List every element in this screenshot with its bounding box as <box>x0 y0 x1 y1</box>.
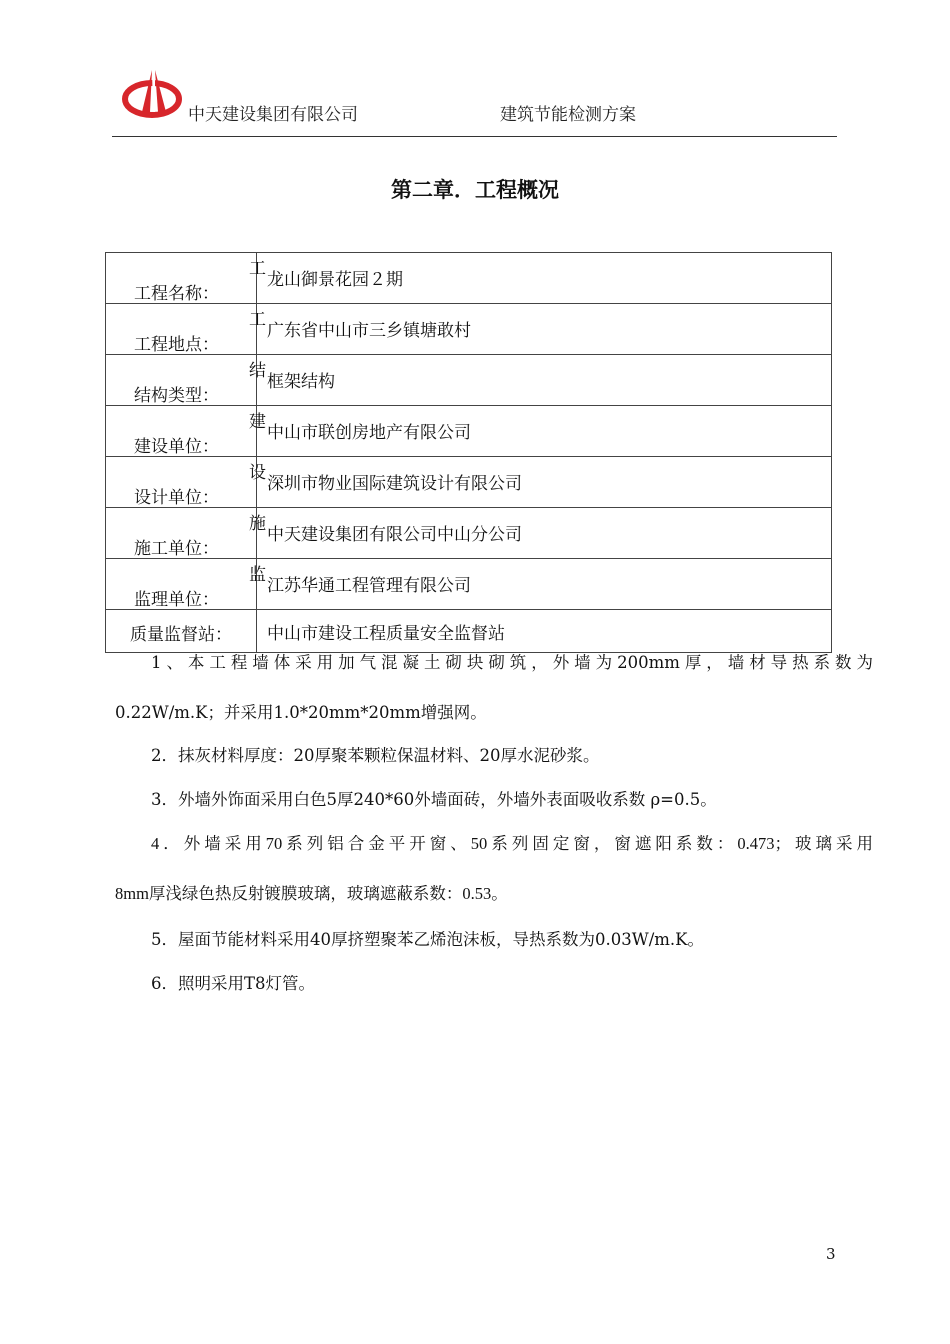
table-row <box>106 559 832 610</box>
paragraph-2: 2．抹灰材料厚度：20厚聚苯颗粒保温材料、20厚水泥砂浆。 <box>151 746 600 765</box>
label-cell <box>106 457 257 508</box>
label-cell <box>106 406 257 457</box>
table-row <box>106 406 832 457</box>
chapter-title: 第二章．工程概况 <box>391 178 559 202</box>
row-label: 质量监督站： <box>130 625 232 645</box>
row-label: 结构类型： <box>134 386 219 406</box>
stray-char: 工 <box>249 310 266 330</box>
table-row <box>106 355 832 406</box>
label-cell <box>106 304 257 355</box>
paragraph-4-line-2: 8mm厚浅绿色热反射镀膜玻璃，玻璃遮蔽系数：0.53。 <box>115 884 508 903</box>
stray-char: 监 <box>249 565 266 585</box>
row-value: 中山市建设工程质量安全监督站 <box>267 624 505 644</box>
row-label: 工程名称： <box>134 284 219 304</box>
row-value: 江苏华通工程管理有限公司 <box>267 576 471 596</box>
stray-char: 设 <box>249 463 266 483</box>
value-cell <box>249 406 832 457</box>
label-cell <box>106 253 257 304</box>
paragraph-1-line-2: 0.22W/m.K；并采用1.0*20mm*20mm增强网。 <box>115 703 487 722</box>
row-label: 监理单位： <box>134 590 219 610</box>
value-cell <box>249 355 832 406</box>
value-cell <box>249 559 832 610</box>
value-cell <box>249 304 832 355</box>
paragraph-4-line-1: 4．外墙采用70系列铝合金平开窗、50系列固定窗，窗遮阳系数：0.473；玻璃采用 <box>151 834 873 853</box>
stray-char: 建 <box>249 412 266 432</box>
page-number: 3 <box>826 1245 836 1263</box>
row-value: 深圳市物业国际建筑设计有限公司 <box>267 474 522 494</box>
company-name: 中天建设集团有限公司 <box>188 105 358 125</box>
table-row <box>106 304 832 355</box>
row-label: 设计单位： <box>134 488 219 508</box>
project-info-table <box>105 252 832 653</box>
paragraph-1-line-1: 1、本工程墙体采用加气混凝土砌块砌筑，外墙为200mm厚，墙材导热系数为 <box>151 653 873 672</box>
value-cell <box>249 508 832 559</box>
table-row <box>106 457 832 508</box>
row-label: 建设单位： <box>134 437 219 457</box>
document-title: 建筑节能检测方案 <box>500 105 636 125</box>
stray-char: 结 <box>249 361 266 381</box>
value-cell <box>249 253 832 304</box>
value-cell <box>249 457 832 508</box>
page-header <box>112 60 837 138</box>
label-cell <box>106 559 257 610</box>
table-row <box>106 253 832 304</box>
table-row <box>106 610 832 653</box>
paragraph-5: 5．屋面节能材料采用40厚挤塑聚苯乙烯泡沫板，导热系数为0.03W/m.K。 <box>151 930 704 949</box>
header-divider <box>112 136 837 137</box>
row-value: 广东省中山市三乡镇塘敢村 <box>267 321 471 341</box>
paragraph-3: 3．外墙外饰面采用白色5厚240*60外墙面砖，外墙外表面吸收系数 ρ=0.5。 <box>151 790 717 809</box>
label-cell <box>106 610 257 653</box>
row-label: 施工单位： <box>134 539 219 559</box>
label-cell <box>106 355 257 406</box>
stray-char: 施 <box>249 514 266 534</box>
row-value: 框架结构 <box>267 372 335 392</box>
table-row <box>106 508 832 559</box>
row-label: 工程地点： <box>134 335 219 355</box>
row-value: 中山市联创房地产有限公司 <box>267 423 471 443</box>
value-cell <box>257 610 832 653</box>
paragraph-6: 6．照明采用T8灯管。 <box>151 974 316 993</box>
company-logo-icon <box>122 66 186 120</box>
row-value: 中天建设集团有限公司中山分公司 <box>267 525 522 545</box>
label-cell <box>106 508 257 559</box>
stray-char: 工 <box>249 259 266 279</box>
row-value: 龙山御景花园２期 <box>267 270 403 290</box>
